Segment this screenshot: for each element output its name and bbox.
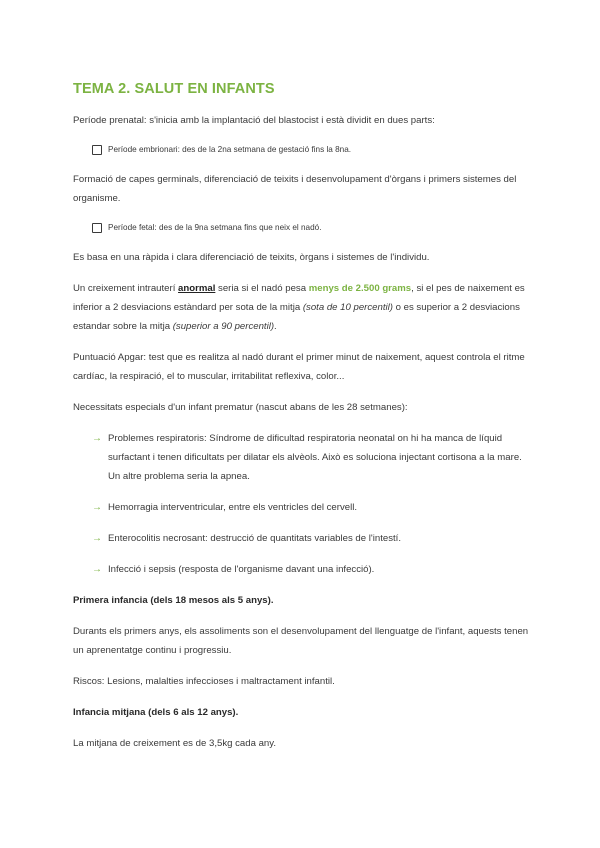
italic-note: (superior a 90 percentil) xyxy=(172,321,275,332)
checkbox-icon[interactable] xyxy=(92,145,102,155)
heading-infancia-mitjana: Infancia mitjana (dels 6 als 12 anys). xyxy=(73,707,239,718)
bullet-item-respiratoris xyxy=(92,429,533,486)
bullet-text: Enterocolitis necrosant: destrucció de quantitats variables de l'intestí. xyxy=(108,533,401,544)
checklist-label: Període embrionari: des de la 2na setmana de gestació fins la 8na. xyxy=(108,145,352,154)
underlined-term: anormal xyxy=(178,283,216,294)
checklist-item-embrionari xyxy=(92,142,533,158)
bullet-text: Infecció i sepsis (resposta de l'organisme davant una infecció). xyxy=(108,564,375,575)
document-body xyxy=(73,81,533,765)
heading-primera-infancia: Primera infancia (dels 18 mesos als 5 anys). xyxy=(73,595,274,606)
paragraph-creixement xyxy=(73,279,533,336)
text-run: , si el pes de naixement es inferior a 2 desviacions estàndard per sota de la mitja xyxy=(73,283,525,313)
bullet-item-infeccio xyxy=(92,560,533,579)
arrow-right-icon: → xyxy=(92,502,102,513)
arrow-right-icon: → xyxy=(92,564,102,575)
paragraph-durants: Durants els primers anys, els assoliments son el desenvolupament del llenguatge de l'infant, aquests tenen un aprenentatge continu i progressiu. xyxy=(73,626,529,656)
italic-note: (sota de 10 percentil) xyxy=(302,302,393,313)
paragraph-mitjana: La mitjana de creixement es de 3,5kg cada any. xyxy=(73,738,277,749)
checklist-item-fetal xyxy=(92,220,533,236)
paragraph-necessitats: Necessitats especials d'un infant prematur (nascut abans de les 28 setmanes): xyxy=(73,402,408,413)
checklist-label: Període fetal: des de la 9na setmana fins que neix el nadó. xyxy=(108,223,322,232)
text-run: . xyxy=(274,321,277,332)
bullet-text: Hemorragia interventricular, entre els ventricles del cervell. xyxy=(108,502,358,513)
paragraph-apgar: Puntuació Apgar: test que es realitza al nadó durant el primer minut de naixement, aquest controla el ritme cardíac, la respiració, el to muscular, irritabilitat reflexiva, color... xyxy=(73,352,525,382)
text-run: Un creixement intrauterí xyxy=(73,283,179,294)
arrow-right-icon: → xyxy=(92,533,102,544)
paragraph-formacio: Formació de capes germinals, diferenciació de teixits i desenvolupament d'òrgans i primers sistemes del organisme. xyxy=(73,174,517,204)
page-title: TEMA 2. SALUT EN INFANTS xyxy=(73,81,275,97)
paragraph-prenatal: Període prenatal: s'inicia amb la implantació del blastocist i està dividit en dues parts: xyxy=(73,115,435,126)
paragraph-riscos: Riscos: Lesions, malalties infeccioses i maltractament infantil. xyxy=(73,676,335,687)
highlight-weight: menys de 2.500 grams xyxy=(308,283,412,294)
text-run: o es superior a 2 desviacions estandar sobre la mitja xyxy=(73,302,520,332)
bullet-item-hemorragia xyxy=(92,498,533,517)
text-run: seria si el nadó pesa xyxy=(215,283,309,294)
checkbox-icon[interactable] xyxy=(92,223,102,233)
bullet-text: Problemes respiratoris: Síndrome de dificultad respiratoria neonatal on hi ha manca de líquid surfactant i tenen dificultats per dilatar els alvèols. Això es soluciona injectant cortisona a la mare. Un altre problema seria la apnea. xyxy=(108,433,522,482)
bullet-item-enterocolitis xyxy=(92,529,533,548)
paragraph-basa: Es basa en una ràpida i clara diferenciació de teixits, òrgans i sistemes de l'individu. xyxy=(73,252,430,263)
arrow-right-icon: → xyxy=(92,433,102,444)
